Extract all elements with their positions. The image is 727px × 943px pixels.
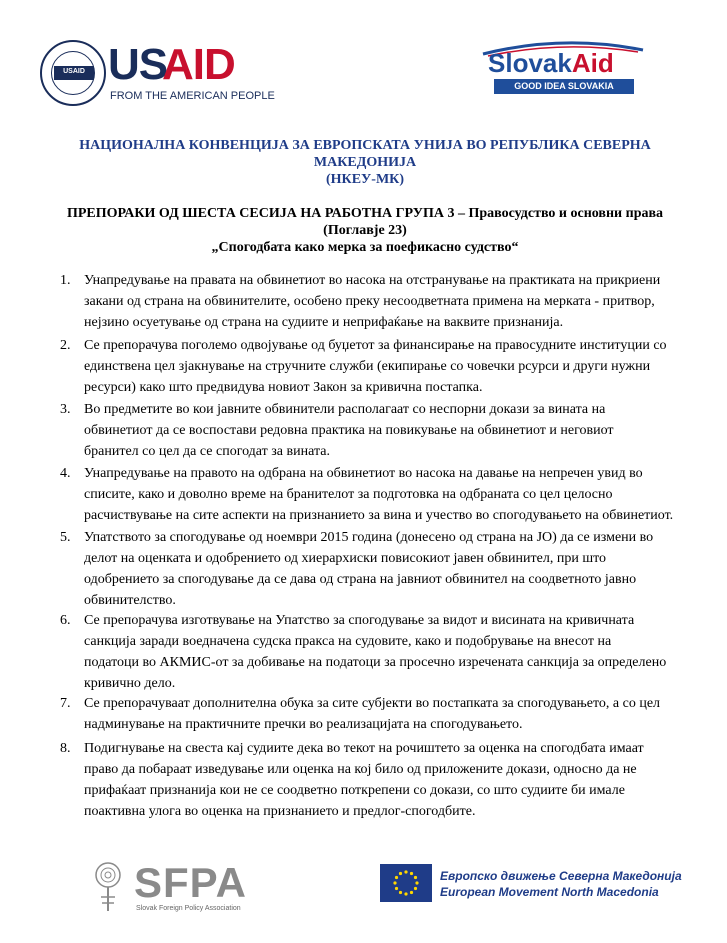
list-item-line: одобрението за спогодување да се дава од страна на јавниот обвинител на соодветното јавно bbox=[84, 572, 637, 587]
list-item-line: Упатството за спогодување од ноември 2015 година (донесено од страна на ЈО) да се измени во bbox=[84, 530, 654, 545]
eu-flag-icon bbox=[380, 864, 432, 902]
list-item-line: надминување на практичните пречки во реализацијата на спогодувањето. bbox=[84, 717, 523, 732]
list-item-line: расчиствување на сите аспекти на признанието за вина и учество во спогодувањето на обвинетиот. bbox=[84, 508, 674, 523]
title-line1: НАЦИОНАЛНА КОНВЕНЦИЈА ЗА ЕВРОПСКАТА УНИЈА ВО РЕПУБЛИКА СЕВЕРНА bbox=[79, 138, 651, 153]
list-item-line: право да побараат изведување или оценка на кој било од приложените докази, односно да не bbox=[84, 762, 637, 777]
sfpa-name: SFPA bbox=[134, 859, 247, 906]
usaid-seal-text: USAID bbox=[63, 68, 85, 75]
list-item-number: 6. bbox=[60, 613, 71, 628]
list-item-line: обвинителство. bbox=[84, 593, 176, 608]
title-line3: (НКЕУ-МК) bbox=[325, 172, 404, 187]
list-item-number: 8. bbox=[60, 741, 71, 756]
subtitle-line1: ПРЕПОРАКИ ОД ШЕСТА СЕСИЈА НА РАБОТНА ГРУПА 3 – Правосудство и основни права bbox=[66, 206, 664, 221]
list-item-line: единствена цел зјакнување на стручните служби (екипирање со човечки рсурси и други нужни bbox=[84, 359, 651, 374]
list-item-line: поактивна улога во оценка на признанието и предлог-спогодбите. bbox=[84, 804, 476, 819]
list-item-line: Се препорачуваат дополнителна обука за сите субјекти во постапката за спогодувањето, а со цел bbox=[84, 696, 661, 711]
list-item-line: санкција заради воедначена судска пракса на судовите, како и подобрување на внесот на bbox=[84, 634, 612, 649]
subtitle-line2: (Поглавје 23) bbox=[323, 223, 407, 238]
list-item-line: Се препорачува изготвување на Упатство за спогодување за видот и висината на кривичната bbox=[84, 613, 635, 628]
list-item-number: 7. bbox=[60, 696, 71, 711]
list-item-number: 2. bbox=[60, 338, 71, 353]
list-item-number: 1. bbox=[60, 273, 71, 288]
usaid-name-aid: AID bbox=[162, 40, 235, 89]
list-item-line: Унапредување на правото на одбрана на обвинетиот во насока на давање на непречен увид во bbox=[84, 466, 643, 481]
list-item-line: Унапредување на правата на обвинетиот во насока на отстранување на практиката на прикриени bbox=[84, 273, 661, 288]
list-item-line: обвинетиот да се воспостави редовна практика на повикување на обвинетиот и неговиот bbox=[84, 423, 614, 438]
list-item-line: ресурси) како што предвидува новиот Закон за кривична постапка. bbox=[84, 380, 483, 395]
usaid-logo bbox=[40, 40, 275, 110]
list-item-line: закани од страна на обвинителите, особено преку несоодветната примена на мерката - притвор, bbox=[84, 294, 655, 309]
sfpa-emblem-icon bbox=[88, 857, 128, 915]
subtitle-line3: „Спогодбата како мерка за поефикасно судство“ bbox=[211, 240, 519, 255]
list-item-line: податоци во АКМИС-от за добивање на податоци за просечно изречената санкција за определено bbox=[84, 655, 667, 670]
title-line2: МАКЕДОНИЈА bbox=[313, 155, 417, 170]
european-movement-name-mk: Европско движење Северна Македонија bbox=[440, 869, 682, 883]
slovakaid-logo bbox=[478, 38, 648, 98]
list-item-line: делот на оценката и одобрението од хиерархиски повисокиот јавен обвинител, при што bbox=[84, 551, 607, 566]
slovakaid-tagline: GOOD IDEA SLOVAKIA bbox=[494, 79, 634, 94]
list-item-line: Подигнување на свеста кај судиите дека во текот на рочиштето за оценка на спогодбата имаат bbox=[84, 741, 644, 756]
usaid-tagline: FROM THE AMERICAN PEOPLE bbox=[110, 90, 275, 102]
sfpa-subtitle: Slovak Foreign Policy Association bbox=[136, 905, 241, 912]
list-item-number: 3. bbox=[60, 402, 71, 417]
slovakaid-name-aid: Aid bbox=[571, 48, 614, 78]
list-item-line: бранител со цел да се спогодат за вината. bbox=[84, 444, 330, 459]
european-movement-name-en: European Movement North Macedonia bbox=[440, 885, 659, 899]
list-item-number: 5. bbox=[60, 530, 71, 545]
list-item-line: нејзино осуетување од страна на судиите и неприфаќање на ваквите признанија. bbox=[84, 315, 564, 330]
list-item-line: списите, како и доволно време на бранителот за подготовка на одбраната со цел целосно bbox=[84, 487, 613, 502]
sfpa-logo bbox=[88, 855, 268, 917]
list-item-number: 4. bbox=[60, 466, 71, 481]
usaid-seal-icon bbox=[40, 40, 106, 106]
usaid-name-us: US bbox=[108, 40, 168, 89]
list-item-line: Се препорачува поголемо одвојување од буџетот за финансирање на правосудните институции со bbox=[84, 338, 667, 353]
list-item-line: Во предметите во кои јавните обвинители располагаат со неспорни докази за вината на bbox=[84, 402, 606, 417]
list-item-line: кривично дело. bbox=[84, 676, 176, 691]
european-movement-logo bbox=[380, 864, 680, 904]
slovakaid-name-main: Slovak bbox=[488, 48, 572, 78]
list-item-line: прифаќаат признанија кои не се соодветно поткрепени со докази, со што судиите би имале bbox=[84, 783, 625, 798]
slovakaid-name bbox=[488, 48, 614, 79]
